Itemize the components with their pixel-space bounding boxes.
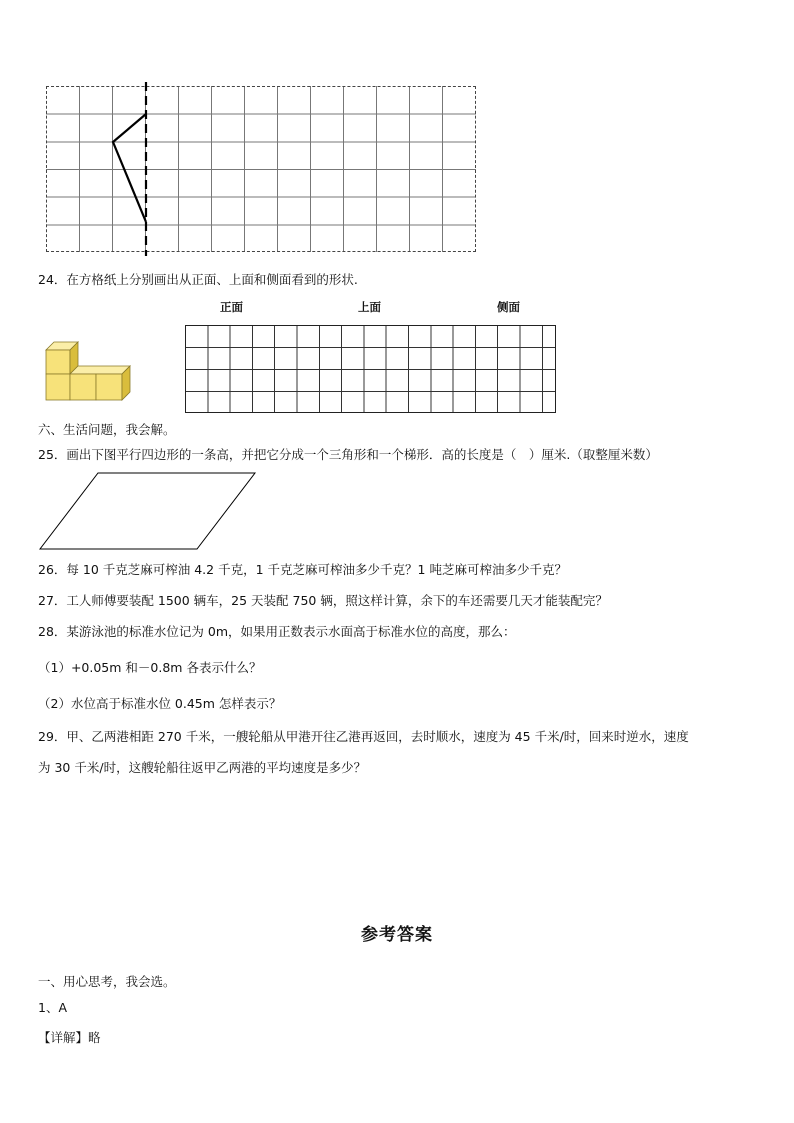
question-27: 27．工人师傅要装配 1500 辆车，25 天装配 750 辆，照这样计算，余下的车还需要几天才能装配完？ [38, 593, 608, 608]
answer-item-1: 1、A [38, 1000, 68, 1015]
view-label-front: 正面 [220, 300, 243, 314]
views-drawing-grid[interactable] [185, 325, 556, 413]
symmetry-grid [46, 86, 476, 252]
view-label-top: 上面 [358, 300, 381, 314]
question-28: 28．某游泳池的标准水位记为 0m，如果用正数表示水面高于标准水位的高度，那么： [38, 624, 516, 639]
question-28-part-2: （2）水位高于标准水位 0.45m 怎样表示？ [38, 696, 282, 711]
cube-stack-illustration [40, 338, 140, 418]
question-26: 26．每 10 千克芝麻可榨油 4.2 千克，1 千克芝麻可榨油多少千克？1 吨芝麻可榨油多少千克？ [38, 562, 567, 577]
answers-title: 参考答案 [361, 925, 433, 945]
question-24: 24．在方格纸上分别画出从正面、上面和侧面看到的形状. [38, 272, 358, 287]
answers-section-1: 一、用心思考，我会选。 [38, 974, 176, 989]
answer-detail: 【详解】略 [38, 1030, 101, 1045]
question-25: 25．画出下图平行四边形的一条高，并把它分成一个三角形和一个梯形．高的长度是（ ）厘米.（取整厘米数） [38, 447, 658, 462]
section-6-heading: 六、生活问题，我会解。 [38, 422, 176, 437]
question-28-part-1: （1）+0.05m 和－0.8m 各表示什么？ [38, 660, 262, 675]
view-label-side: 侧面 [497, 300, 520, 314]
question-29-line-1: 29．甲、乙两港相距 270 千米，一艘轮船从甲港开往乙港再返回，去时顺水，速度为 45 千米/时，回来时逆水，速度 [38, 729, 689, 744]
question-29-line-2: 为 30 千米/时，这艘轮船往返甲乙两港的平均速度是多少？ [38, 760, 367, 775]
